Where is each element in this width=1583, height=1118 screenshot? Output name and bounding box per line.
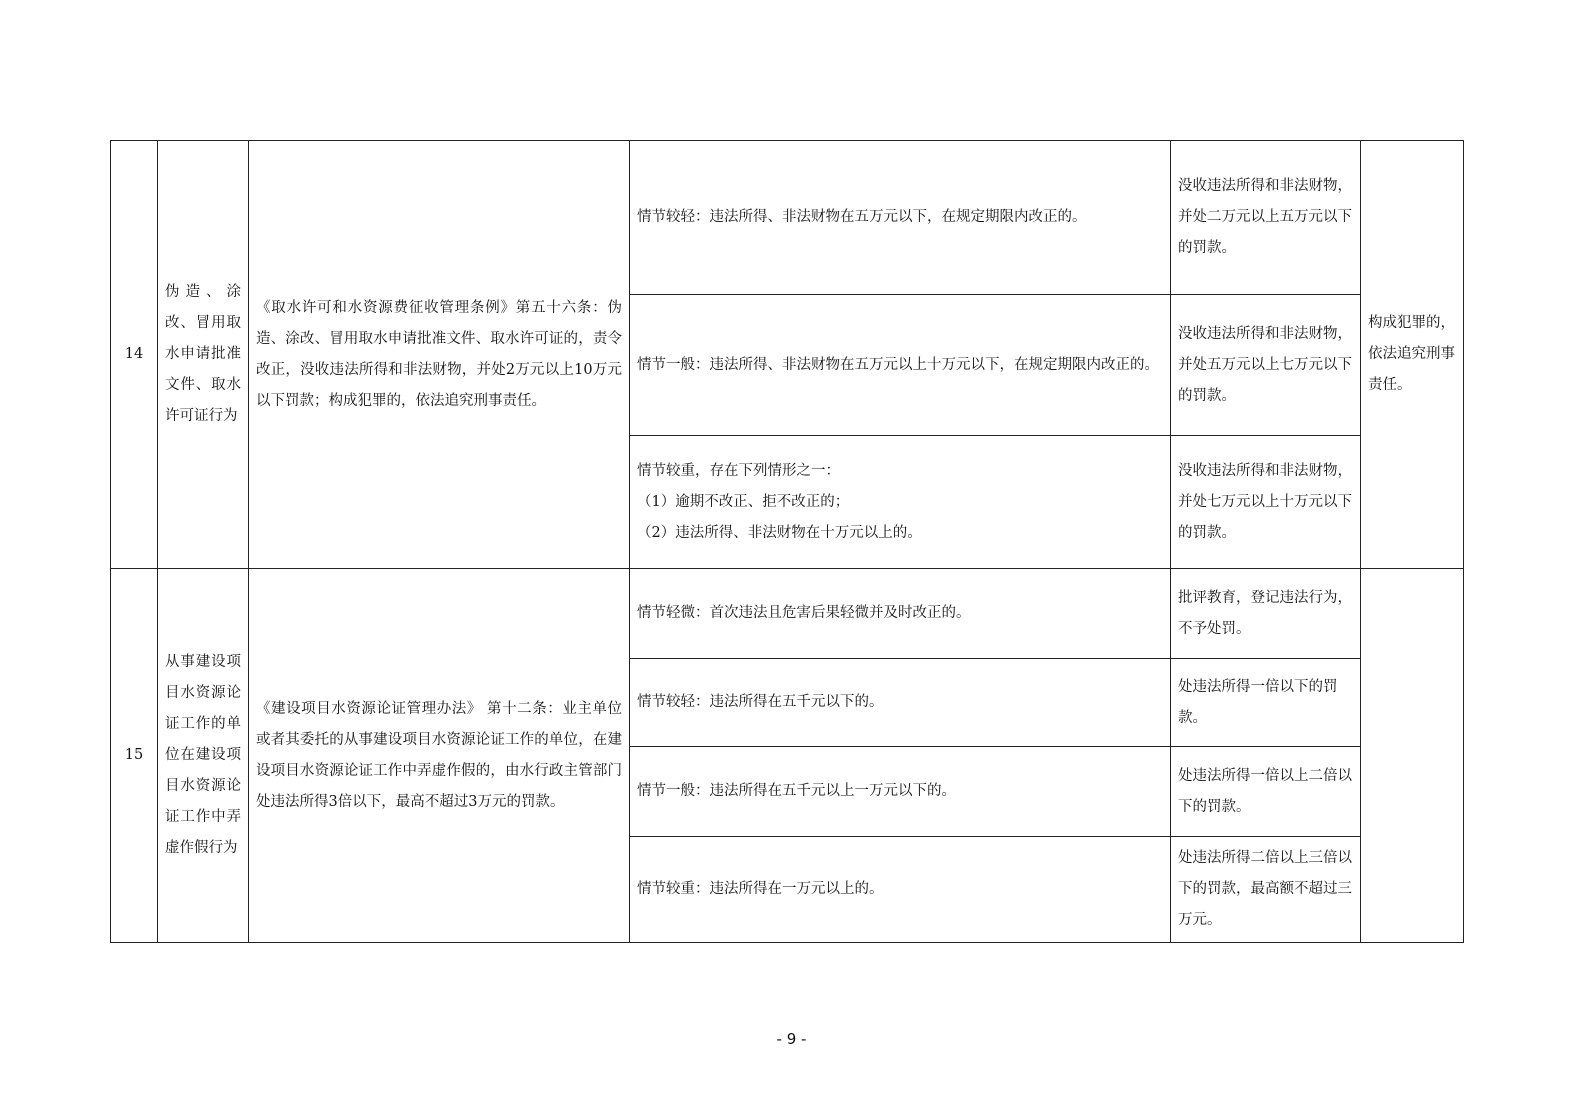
remark-cell [1361,569,1464,943]
circumstance-line: 情节较重，存在下列情形之一： [637,462,840,479]
circumstance-cell [630,436,1171,569]
table-row [111,569,1464,659]
penalty-cell: 没收违法所得和非法财物，并处五万元以上七万元以下的罚款。 [1171,295,1361,436]
circumstance-cell: 情节轻微：首次违法且危害后果轻微并及时改正的。 [630,569,1171,659]
circumstance-cell: 情节较轻：违法所得在五千元以下的。 [630,659,1171,747]
violation-act: 伪造、涂改、冒用取水申请批准文件、取水许可证行为 [158,141,249,569]
penalty-cell: 批评教育，登记违法行为，不予处罚。 [1171,569,1361,659]
legal-basis: 《取水许可和水资源费征收管理条例》第五十六条：伪造、涂改、冒用取水申请批准文件、取水许可证的，责令改正，没收违法所得和非法财物，并处2万元以上10万元以下罚款；构成犯罪的，依法追究刑事责任。 [249,141,630,569]
penalty-standards-table [110,140,1464,943]
circumstance-line: （2）违法所得、非法财物在十万元以上的。 [637,524,922,541]
legal-basis: 《建设项目水资源论证管理办法》 第十二条：业主单位或者其委托的从事建设项目水资源论证工作的单位，在建设项目水资源论证工作中弄虚作假的，由水行政主管部门处违法所得3倍以下，最高不超过3万元的罚款。 [249,569,630,943]
page-number: - 9 - [776,1030,807,1048]
circumstance-cell: 情节较重：违法所得在一万元以上的。 [630,837,1171,943]
circumstance-cell: 情节一般：违法所得、非法财物在五万元以上十万元以下，在规定期限内改正的。 [630,295,1171,436]
remark-cell: 构成犯罪的，依法追究刑事责任。 [1361,141,1464,569]
circumstance-line: （1）逾期不改正、拒不改正的； [637,493,850,510]
penalty-cell: 处违法所得一倍以下的罚款。 [1171,659,1361,747]
violation-act: 从事建设项目水资源论证工作的单位在建设项目水资源论证工作中弄虚作假行为 [158,569,249,943]
penalty-cell: 没收违法所得和非法财物，并处七万元以上十万元以下的罚款。 [1171,436,1361,569]
circumstance-cell: 情节一般：违法所得在五千元以上一万元以下的。 [630,747,1171,837]
circumstance-cell: 情节较轻：违法所得、非法财物在五万元以下，在规定期限内改正的。 [630,141,1171,295]
table-row [111,141,1464,295]
penalty-cell: 处违法所得一倍以上二倍以下的罚款。 [1171,747,1361,837]
penalty-cell: 处违法所得二倍以上三倍以下的罚款，最高额不超过三万元。 [1171,837,1361,943]
row-number: 14 [111,141,158,569]
penalty-cell: 没收违法所得和非法财物，并处二万元以上五万元以下的罚款。 [1171,141,1361,295]
row-number: 15 [111,569,158,943]
